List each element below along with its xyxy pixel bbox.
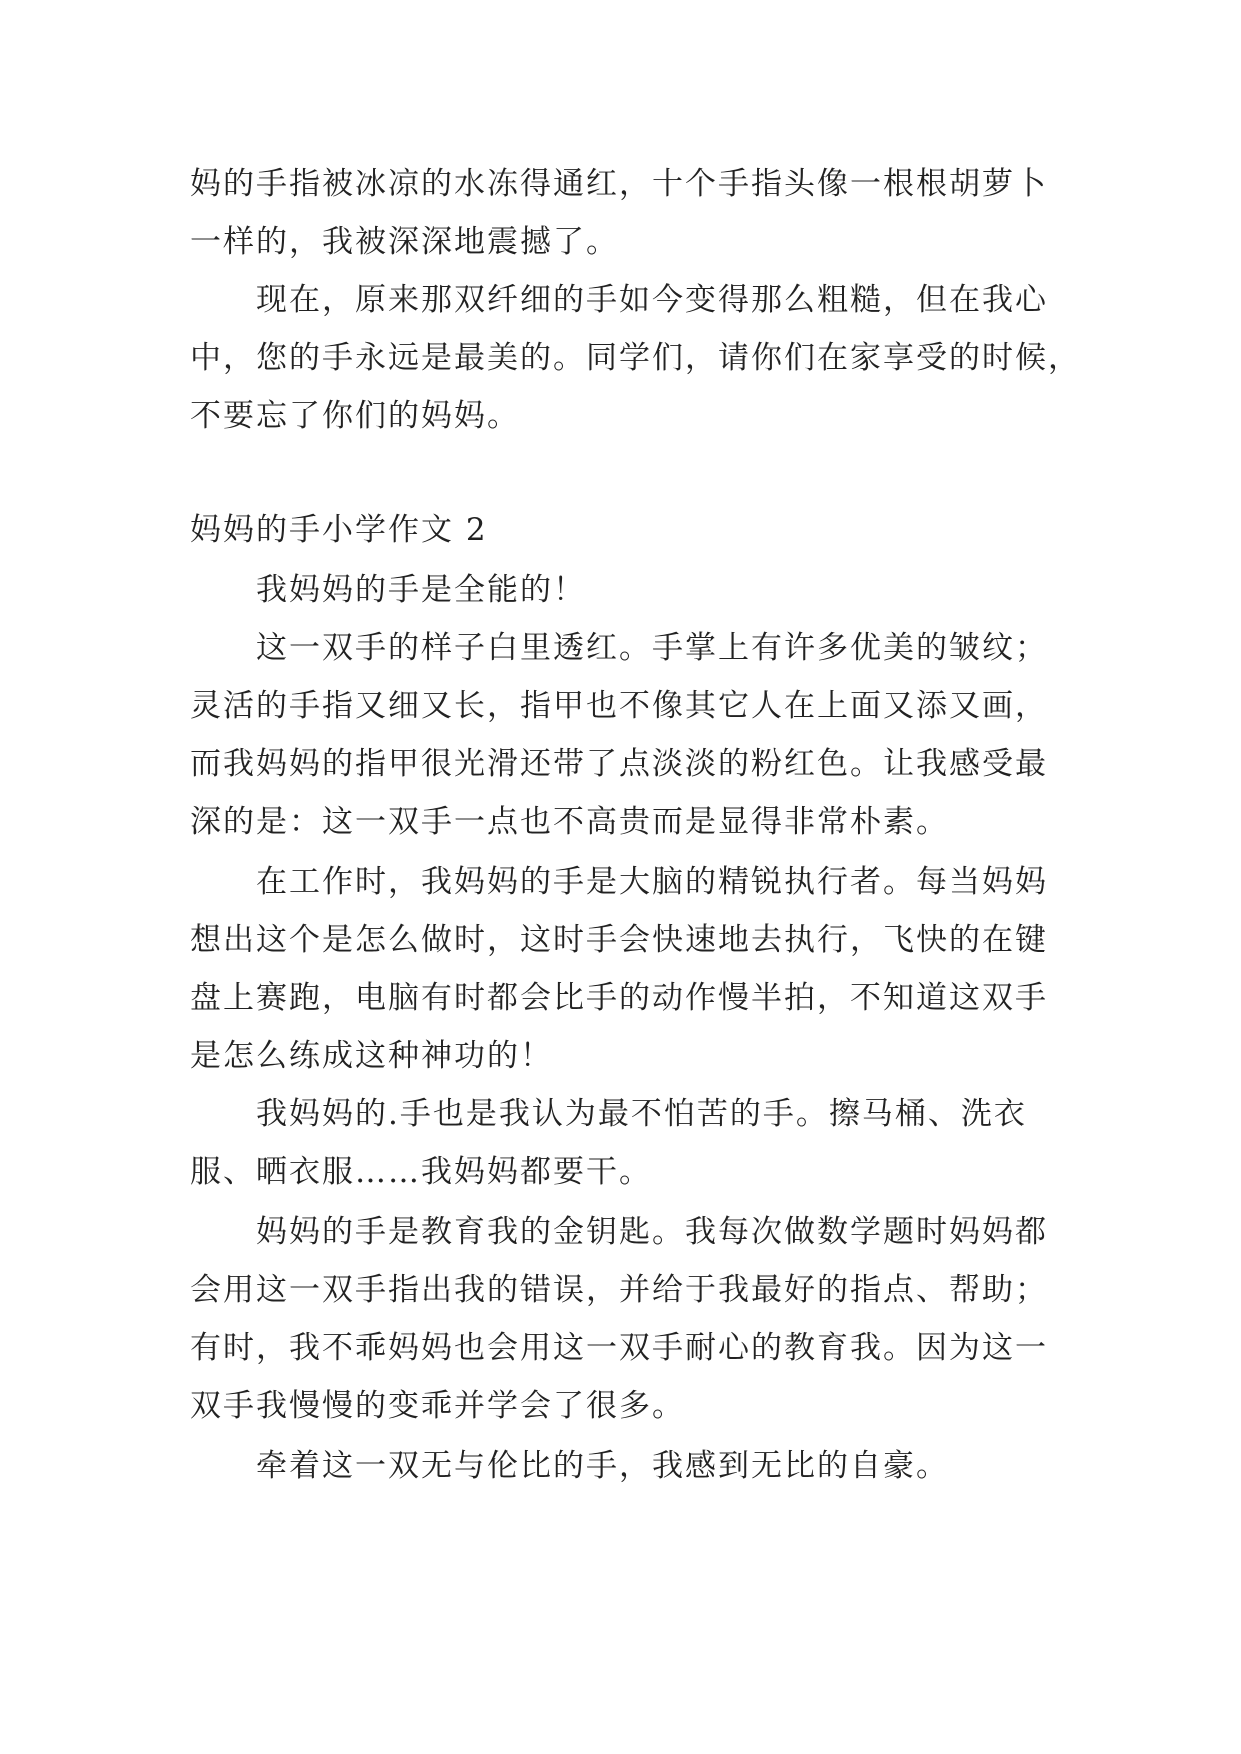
section-title: 妈妈的手小学作文 2 xyxy=(190,512,488,548)
paragraph-start: 我妈妈的手是全能的！ xyxy=(256,572,586,608)
text-line: 双手我慢慢的变乖并学会了很多。 xyxy=(190,1388,685,1424)
paragraph-start: 妈妈的手是教育我的金钥匙。我每次做数学题时妈妈都 xyxy=(256,1214,1048,1250)
text-line: 不要忘了你们的妈妈。 xyxy=(190,398,520,434)
text-line: 灵活的手指又细又长，指甲也不像其它人在上面又添又画， xyxy=(190,688,1048,724)
text-line: 一样的，我被深深地震撼了。 xyxy=(190,224,619,260)
text-line: 会用这一双手指出我的错误，并给于我最好的指点、帮助； xyxy=(190,1272,1048,1308)
text-line: 有时，我不乖妈妈也会用这一双手耐心的教育我。因为这一 xyxy=(190,1330,1048,1366)
paragraph-start: 我妈妈的.手也是我认为最不怕苦的手。擦马桶、洗衣 xyxy=(256,1096,1027,1132)
text-line: 服、晒衣服……我妈妈都要干。 xyxy=(190,1154,652,1190)
paragraph-start: 现在，原来那双纤细的手如今变得那么粗糙，但在我心 xyxy=(256,282,1048,318)
paragraph-start: 牵着这一双无与伦比的手，我感到无比的自豪。 xyxy=(256,1448,949,1484)
text-line: 中，您的手永远是最美的。同学们，请你们在家享受的时候， xyxy=(190,340,1081,376)
text-line: 深的是：这一双手一点也不高贵而是显得非常朴素。 xyxy=(190,804,949,840)
paragraph-start: 这一双手的样子白里透红。手掌上有许多优美的皱纹； xyxy=(256,630,1048,666)
text-line: 盘上赛跑，电脑有时都会比手的动作慢半拍，不知道这双手 xyxy=(190,980,1048,1016)
text-line: 是怎么练成这种神功的！ xyxy=(190,1038,553,1074)
text-line: 想出这个是怎么做时，这时手会快速地去执行，飞快的在键 xyxy=(190,922,1048,958)
paragraph-start: 在工作时，我妈妈的手是大脑的精锐执行者。每当妈妈 xyxy=(256,864,1048,900)
text-line: 妈的手指被冰凉的水冻得通红，十个手指头像一根根胡萝卜 xyxy=(190,166,1048,202)
text-line: 而我妈妈的指甲很光滑还带了点淡淡的粉红色。让我感受最 xyxy=(190,746,1048,782)
